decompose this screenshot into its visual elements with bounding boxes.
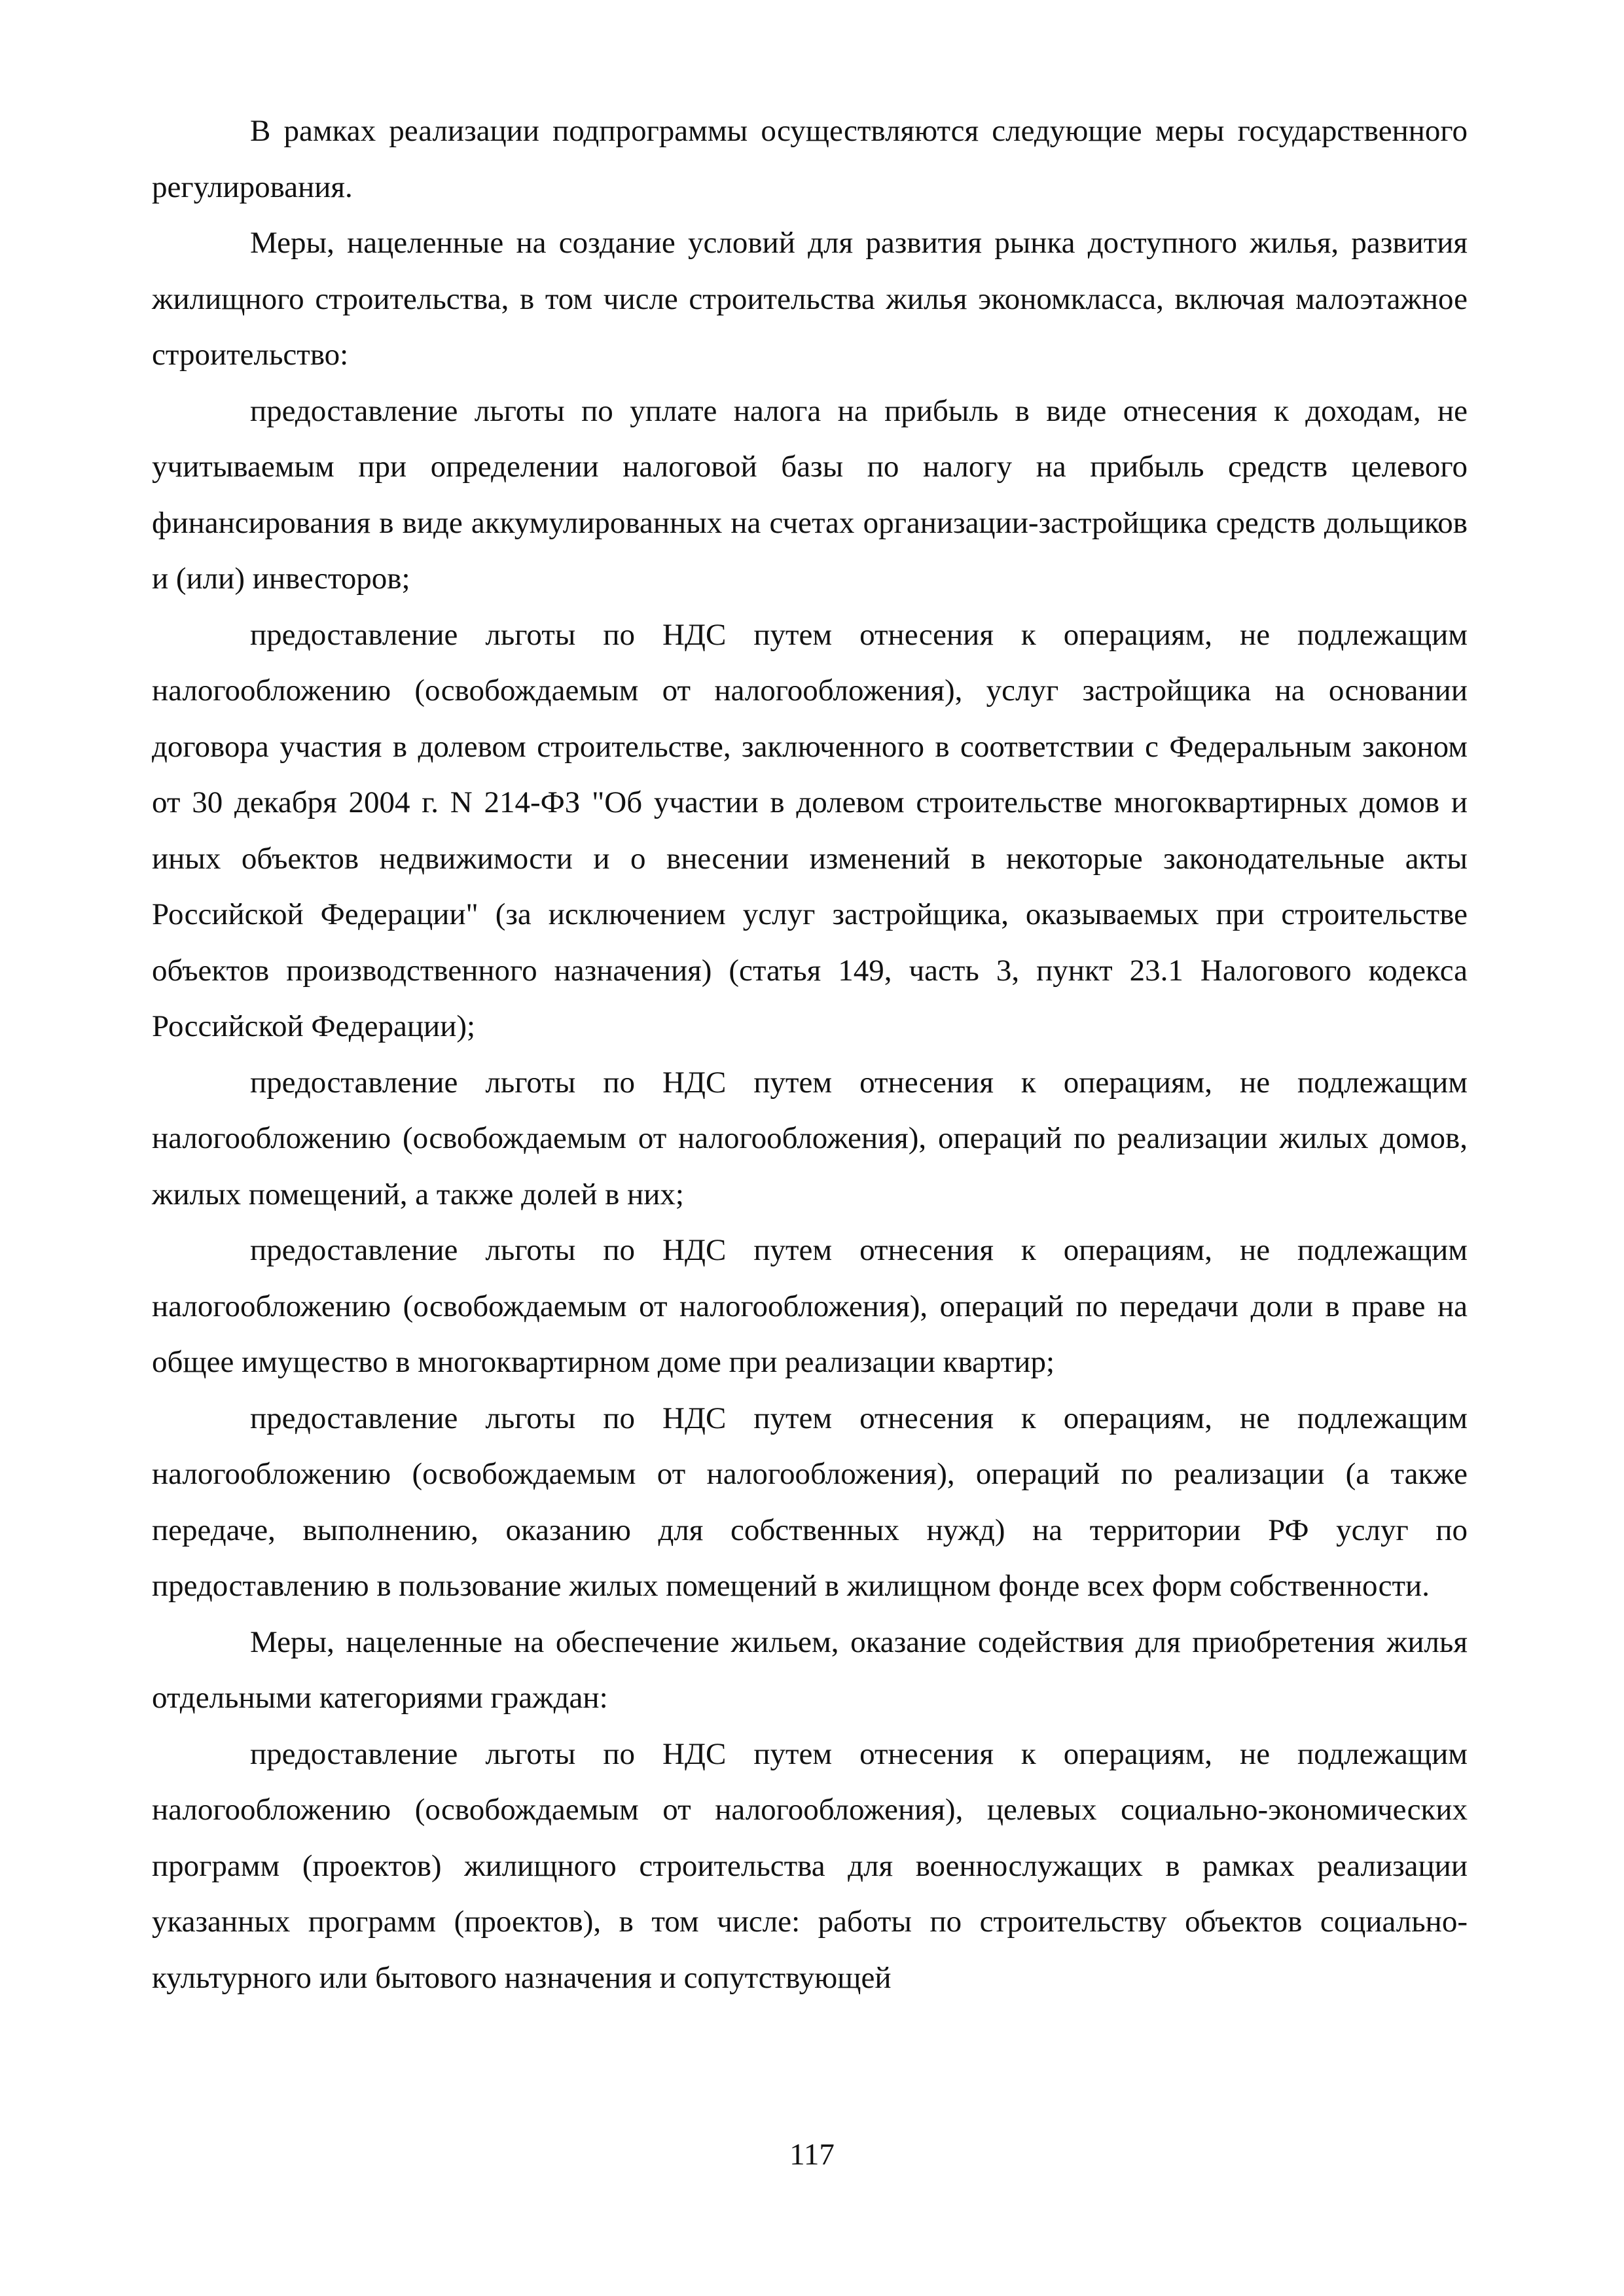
document-body	[152, 103, 1468, 2006]
paragraph-vat-residential-sales: предоставление льготы по НДС путем отнесения к операциям, не подлежащим налогообложению (освобождаемым от налогообложения), операций по реализации жилых домов, жилых помещений, а также долей в них;	[152, 1065, 1468, 1211]
paragraph-vat-developer-services: предоставление льготы по НДС путем отнесения к операциям, не подлежащим налогообложению (освобождаемым от налогообложения), услуг застройщика на основании договора участия в долевом строительстве, заключенного в соответствии с Федеральным законом от 30 декабря 2004 г. N 214-ФЗ "Об участии в долевом строительстве многоквартирных домов и иных объектов недвижимости и о внесении изменений в некоторые законодательные акты Российской Федерации" (за исключением услуг застройщика, оказываемых при строительстве объектов производственного назначения) (статья 149, часть 3, пункт 23.1 Налогового кодекса Российской Федерации);	[152, 617, 1468, 1043]
paragraph-intro: В рамках реализации подпрограммы осуществляются следующие меры государственного регулирования.	[152, 114, 1468, 204]
paragraph-vat-military-programs: предоставление льготы по НДС путем отнесения к операциям, не подлежащим налогообложению (освобождаемым от налогообложения), целевых социально-экономических программ (проектов) жилищного строительства для военнослужащих в рамках реализации указанных программ (проектов), в том числе: работы по строительству объектов социально-культурного или бытового назначения и сопутствующей	[152, 1736, 1468, 1995]
page-number: 117	[789, 2138, 835, 2172]
paragraph-profit-tax-benefit: предоставление льготы по уплате налога на прибыль в виде отнесения к доходам, не учитываемым при определении налоговой базы по налогу на прибыль средств целевого финансирования в виде аккумулированных на счетах организации-застройщика средств дольщиков и (или) инвесторов;	[152, 393, 1468, 596]
paragraph-vat-common-property: предоставление льготы по НДС путем отнесения к операциям, не подлежащим налогообложению (освобождаемым от налогообложения), операций по передачи доли в праве на общее имущество в многоквартирном доме при реализации квартир;	[152, 1233, 1468, 1379]
paragraph-measures-housing-market: Меры, нацеленные на создание условий для развития рынка доступного жилья, развития жилищного строительства, в том числе строительства жилья экономкласса, включая малоэтажное строительство:	[152, 226, 1468, 372]
paragraph-vat-residential-use: предоставление льготы по НДС путем отнесения к операциям, не подлежащим налогообложению (освобождаемым от налогообложения), операций по реализации (а также передаче, выполнению, оказанию для собственных нужд) на территории РФ услуг по предоставлению в пользование жилых помещений в жилищном фонде всех форм собственности.	[152, 1401, 1468, 1603]
paragraph-measures-housing-provision: Меры, нацеленные на обеспечение жильем, оказание содействия для приобретения жилья отдельными категориями граждан:	[152, 1624, 1468, 1715]
